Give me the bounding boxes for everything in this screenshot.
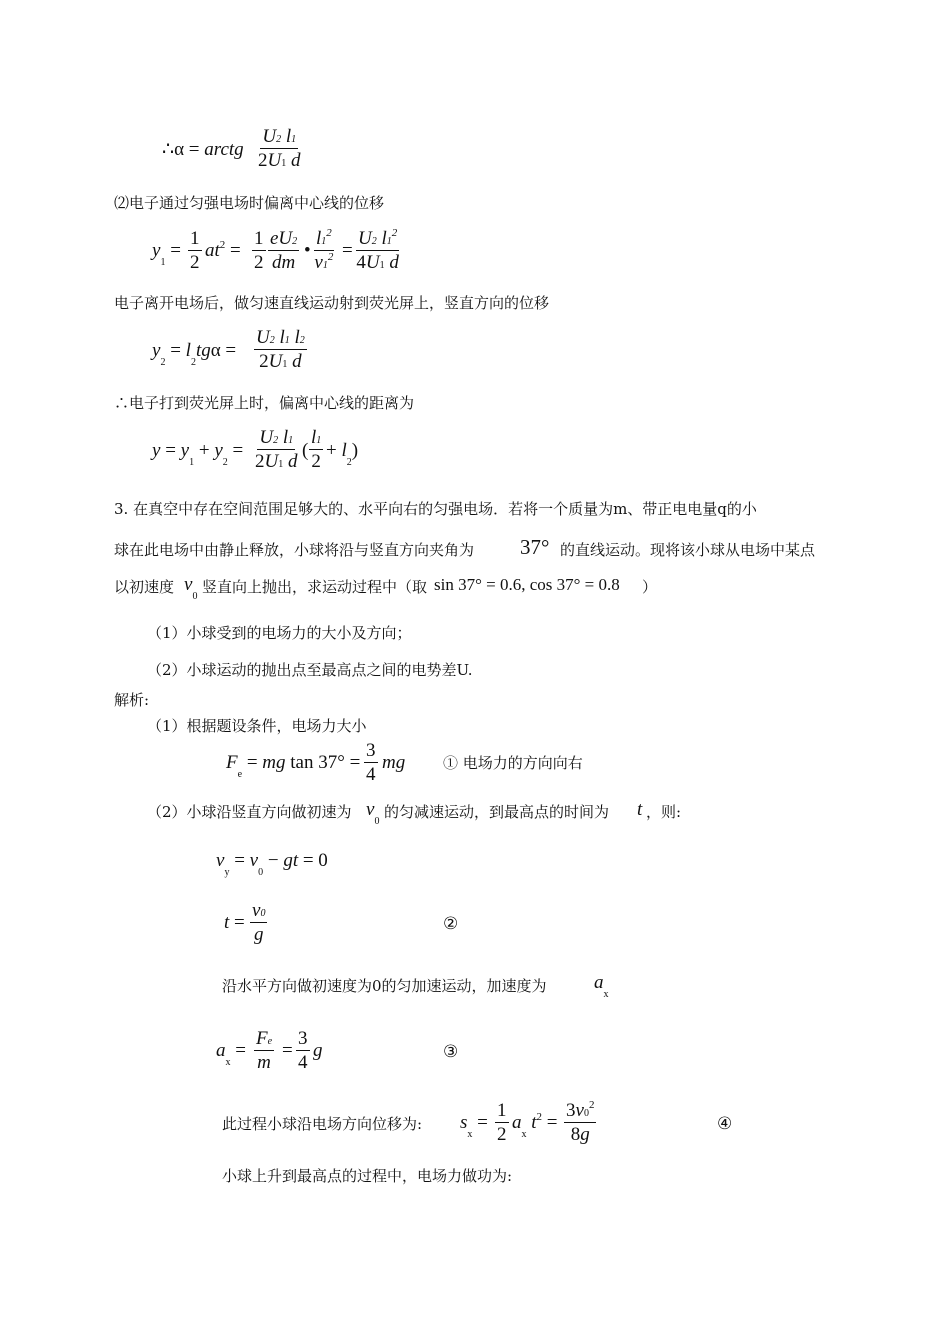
- equation-ax-frac: $\frac{3}{4}$: [298, 1028, 308, 1073]
- analysis-horizontal: 沿水平方向做初速度为0的匀加速运动，加速度为: [222, 977, 547, 995]
- q3-line2b: 的直线运动。现将该小球从电场中某点: [560, 541, 816, 559]
- q3-v0: $v_0$: [184, 574, 198, 602]
- equation-alpha: ∴α = arctg: [162, 139, 244, 160]
- equation-y1-l-v: $\frac{l1^2}{v1^2}$: [314, 227, 334, 273]
- q3-line3c: ）: [642, 578, 658, 596]
- equation-ax-g: g: [313, 1040, 323, 1061]
- equation-ax: $a_x$ =: [216, 1040, 246, 1068]
- analysis-2b: 的匀减速运动，到最高点的时间为: [384, 803, 610, 821]
- equation-vy: $v_y = v_0$ − gt = 0: [216, 850, 328, 878]
- equation-sx-result: $\frac{3v0^2}{8g}$: [566, 1099, 595, 1145]
- mark-2: ②: [443, 914, 459, 934]
- equation-sx: $s_x$ =: [460, 1112, 488, 1140]
- equation-alpha-fraction: $\frac{U2 l1}{2U1 d}$: [258, 126, 301, 171]
- equation-sx-axt2: $a_x$ $t^2$ =: [512, 1111, 558, 1140]
- analysis-2-v0: $v_0$: [366, 799, 380, 827]
- equation-y1-half: $\frac{1}{2}$: [190, 228, 200, 273]
- paragraph-after-field: 电子离开电场后，做匀速直线运动射到荧光屏上，竖直方向的位移: [114, 294, 550, 312]
- analysis-2a: （2）小球沿竖直方向做初速为: [147, 803, 352, 821]
- equation-y2-fraction: $\frac{U2 l1 l2}{2U1 d}$: [256, 327, 305, 372]
- q3-line2a: 球在此电场中由静止释放，小球将沿与竖直方向夹角为: [114, 541, 475, 559]
- equation-fe-frac: $\frac{3}{4}$: [366, 740, 376, 785]
- analysis-work: 小球上升到最高点的过程中，电场力做功为:: [222, 1167, 513, 1185]
- equation-fe: $F_e$ = mg tan 37° =: [226, 752, 361, 780]
- equation-y-total-paren: (: [302, 440, 309, 461]
- q3-line1: 3. 在真空中存在空间范围足够大的、水平向右的匀强电场．若将一个质量为m、带正电电量q的小: [114, 500, 757, 518]
- equation-y1-half-2: $\frac{1}{2}$: [254, 228, 264, 273]
- equation-y-total-tail: + $l_2$): [326, 440, 359, 468]
- equation-y1-result: $\frac{U2 l1^2}{4U1 d}$: [356, 227, 399, 273]
- paragraph-p2-heading: ⑵电子通过匀强电场时偏离中心线的位移: [114, 194, 385, 212]
- equation-y-total-fraction: $\frac{U2 l1}{2U1 d}$: [255, 427, 298, 472]
- equation-t-frac: $\frac{v0}{g}$: [252, 900, 266, 945]
- q3-sub1: （1）小球受到的电场力的大小及方向；: [147, 624, 412, 642]
- q3-line3a: 以初速度: [114, 578, 175, 596]
- equation-ax-eq: =: [282, 1040, 293, 1061]
- equation-y1-eq: =: [342, 240, 353, 261]
- analysis-label: 解析:: [114, 691, 150, 709]
- equation-y-total-l1-2: $\frac{l1}{2}$: [311, 427, 322, 472]
- equation-sx-half: $\frac{1}{2}$: [497, 1100, 507, 1145]
- equation-y-total: $y = y_1 + y_2$ =: [152, 440, 244, 468]
- q3-angle: 37°: [520, 535, 550, 559]
- analysis-displacement: 此过程小球沿电场方向位移为:: [222, 1115, 423, 1133]
- analysis-1: （1）根据题设条件，电场力大小: [147, 717, 367, 735]
- equation-fe-mg: mg: [382, 752, 406, 773]
- equation-y1: $y_1$ =: [152, 240, 181, 268]
- mark-3: ③: [443, 1042, 459, 1062]
- equation-y1-eu-dm: $\frac{eU2}{dm}$: [270, 228, 298, 273]
- paragraph-therefore: ∴电子打到荧光屏上时，偏离中心线的距离为: [114, 394, 415, 412]
- q3-sub2: （2）小球运动的抛出点至最高点之间的电势差U.: [147, 661, 473, 679]
- equation-y2: $y_2 = l_2tg\alpha$ =: [152, 340, 237, 368]
- mark-4: ④: [717, 1114, 733, 1134]
- equation-t: t =: [224, 912, 245, 933]
- q3-line3b: 竖直向上抛出，求运动过程中（取: [202, 578, 428, 596]
- analysis-horizontal-ax: $a_x$: [594, 972, 609, 1000]
- equation-y1-at2: $at^2$ =: [205, 239, 241, 261]
- analysis-1-note: ① 电场力的方向向右: [443, 754, 583, 772]
- q3-trig: sin 37° = 0.6, cos 37° = 0.8: [434, 575, 620, 594]
- analysis-2c: ，则:: [646, 803, 682, 821]
- analysis-2-t: t: [637, 799, 643, 820]
- equation-y1-dot: •: [304, 240, 311, 261]
- equation-ax-fe-m: $\frac{Fe}{m}$: [256, 1028, 273, 1073]
